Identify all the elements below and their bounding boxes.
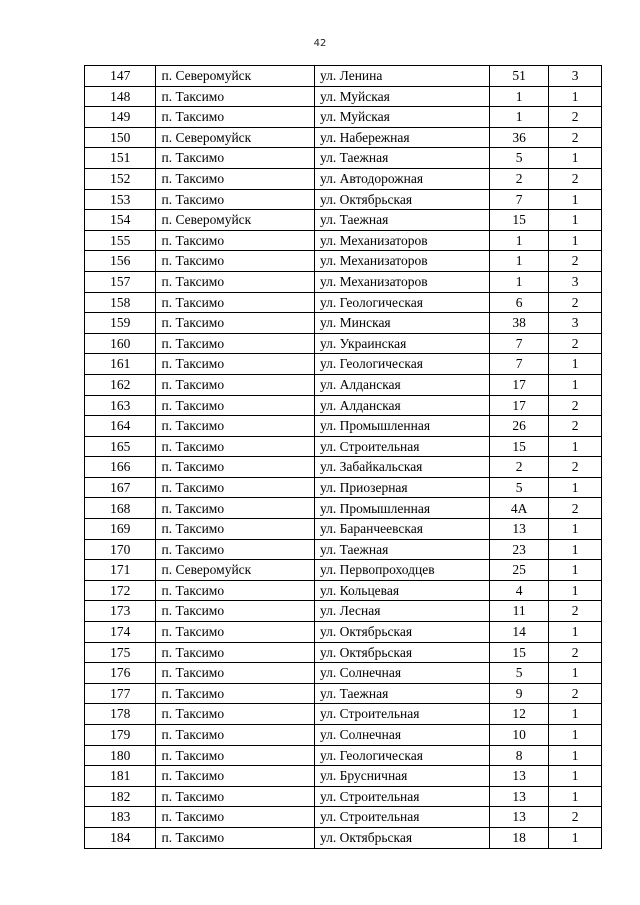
value-cell: 1 <box>549 86 602 107</box>
table-row <box>85 354 602 375</box>
value-cell: 1 <box>549 827 602 848</box>
house-number-cell: 2 <box>490 168 549 189</box>
street-cell: ул. Муйская <box>315 86 490 107</box>
table-row <box>85 560 602 581</box>
value-cell: 2 <box>549 416 602 437</box>
table-row <box>85 395 602 416</box>
street-cell: ул. Строительная <box>315 704 490 725</box>
table-row <box>85 189 602 210</box>
row-number-cell: 155 <box>85 230 156 251</box>
settlement-cell: п. Северомуйск <box>156 210 315 231</box>
value-cell: 1 <box>549 725 602 746</box>
street-cell: ул. Ленина <box>315 66 490 87</box>
settlement-cell: п. Таксимо <box>156 292 315 313</box>
street-cell: ул. Октябрьская <box>315 642 490 663</box>
value-cell: 2 <box>549 107 602 128</box>
street-cell: ул. Набережная <box>315 127 490 148</box>
table-row <box>85 436 602 457</box>
settlement-cell: п. Таксимо <box>156 374 315 395</box>
row-number-cell: 154 <box>85 210 156 231</box>
street-cell: ул. Солнечная <box>315 725 490 746</box>
settlement-cell: п. Таксимо <box>156 189 315 210</box>
value-cell: 3 <box>549 66 602 87</box>
house-number-cell: 5 <box>490 148 549 169</box>
house-number-cell: 1 <box>490 107 549 128</box>
value-cell: 1 <box>549 210 602 231</box>
street-cell: ул. Промышленная <box>315 498 490 519</box>
row-number-cell: 168 <box>85 498 156 519</box>
row-number-cell: 161 <box>85 354 156 375</box>
street-cell: ул. Механизаторов <box>315 251 490 272</box>
settlement-cell: п. Таксимо <box>156 168 315 189</box>
value-cell: 1 <box>549 374 602 395</box>
settlement-cell: п. Таксимо <box>156 539 315 560</box>
table-row <box>85 107 602 128</box>
table-row <box>85 457 602 478</box>
row-number-cell: 171 <box>85 560 156 581</box>
settlement-cell: п. Таксимо <box>156 807 315 828</box>
row-number-cell: 180 <box>85 745 156 766</box>
table-row <box>85 210 602 231</box>
table-row <box>85 168 602 189</box>
street-cell: ул. Строительная <box>315 786 490 807</box>
value-cell: 2 <box>549 168 602 189</box>
street-cell: ул. Минская <box>315 313 490 334</box>
street-cell: ул. Приозерная <box>315 477 490 498</box>
street-cell: ул. Таежная <box>315 539 490 560</box>
house-number-cell: 7 <box>490 189 549 210</box>
table-row <box>85 230 602 251</box>
row-number-cell: 178 <box>85 704 156 725</box>
house-number-cell: 8 <box>490 745 549 766</box>
settlement-cell: п. Таксимо <box>156 601 315 622</box>
value-cell: 1 <box>549 519 602 540</box>
street-cell: ул. Геологическая <box>315 292 490 313</box>
street-cell: ул. Октябрьская <box>315 622 490 643</box>
row-number-cell: 159 <box>85 313 156 334</box>
table-row <box>85 333 602 354</box>
value-cell: 1 <box>549 704 602 725</box>
value-cell: 1 <box>549 766 602 787</box>
house-number-cell: 38 <box>490 313 549 334</box>
street-cell: ул. Автодорожная <box>315 168 490 189</box>
table-row <box>85 292 602 313</box>
value-cell: 1 <box>549 354 602 375</box>
street-cell: ул. Промышленная <box>315 416 490 437</box>
row-number-cell: 153 <box>85 189 156 210</box>
value-cell: 1 <box>549 786 602 807</box>
settlement-cell: п. Таксимо <box>156 333 315 354</box>
value-cell: 1 <box>549 622 602 643</box>
house-number-cell: 2 <box>490 457 549 478</box>
value-cell: 1 <box>549 539 602 560</box>
row-number-cell: 183 <box>85 807 156 828</box>
settlement-cell: п. Таксимо <box>156 148 315 169</box>
row-number-cell: 151 <box>85 148 156 169</box>
house-number-cell: 51 <box>490 66 549 87</box>
settlement-cell: п. Таксимо <box>156 395 315 416</box>
value-cell: 2 <box>549 333 602 354</box>
row-number-cell: 165 <box>85 436 156 457</box>
settlement-cell: п. Таксимо <box>156 416 315 437</box>
street-cell: ул. Алданская <box>315 395 490 416</box>
street-cell: ул. Лесная <box>315 601 490 622</box>
street-cell: ул. Муйская <box>315 107 490 128</box>
house-number-cell: 13 <box>490 807 549 828</box>
value-cell: 1 <box>549 230 602 251</box>
row-number-cell: 160 <box>85 333 156 354</box>
table-row <box>85 786 602 807</box>
row-number-cell: 156 <box>85 251 156 272</box>
settlement-cell: п. Таксимо <box>156 683 315 704</box>
house-number-cell: 7 <box>490 333 549 354</box>
table-row <box>85 251 602 272</box>
street-cell: ул. Баранчеевская <box>315 519 490 540</box>
house-number-cell: 4 <box>490 580 549 601</box>
house-number-cell: 13 <box>490 519 549 540</box>
house-number-cell: 13 <box>490 786 549 807</box>
address-table <box>84 65 602 849</box>
row-number-cell: 169 <box>85 519 156 540</box>
street-cell: ул. Октябрьская <box>315 827 490 848</box>
settlement-cell: п. Таксимо <box>156 622 315 643</box>
house-number-cell: 12 <box>490 704 549 725</box>
settlement-cell: п. Таксимо <box>156 251 315 272</box>
settlement-cell: п. Таксимо <box>156 580 315 601</box>
house-number-cell: 26 <box>490 416 549 437</box>
house-number-cell: 5 <box>490 663 549 684</box>
row-number-cell: 150 <box>85 127 156 148</box>
settlement-cell: п. Таксимо <box>156 725 315 746</box>
house-number-cell: 1 <box>490 230 549 251</box>
settlement-cell: п. Северомуйск <box>156 66 315 87</box>
street-cell: ул. Первопроходцев <box>315 560 490 581</box>
value-cell: 3 <box>549 271 602 292</box>
settlement-cell: п. Северомуйск <box>156 127 315 148</box>
table-row <box>85 313 602 334</box>
row-number-cell: 166 <box>85 457 156 478</box>
address-table-body <box>85 66 602 849</box>
house-number-cell: 1 <box>490 271 549 292</box>
street-cell: ул. Таежная <box>315 210 490 231</box>
house-number-cell: 1 <box>490 86 549 107</box>
street-cell: ул. Октябрьская <box>315 189 490 210</box>
house-number-cell: 25 <box>490 560 549 581</box>
street-cell: ул. Брусничная <box>315 766 490 787</box>
value-cell: 1 <box>549 560 602 581</box>
house-number-cell: 10 <box>490 725 549 746</box>
row-number-cell: 164 <box>85 416 156 437</box>
table-row <box>85 416 602 437</box>
street-cell: ул. Механизаторов <box>315 271 490 292</box>
street-cell: ул. Кольцевая <box>315 580 490 601</box>
settlement-cell: п. Таксимо <box>156 436 315 457</box>
house-number-cell: 15 <box>490 210 549 231</box>
row-number-cell: 174 <box>85 622 156 643</box>
street-cell: ул. Таежная <box>315 148 490 169</box>
page-number: 42 <box>313 38 327 49</box>
row-number-cell: 163 <box>85 395 156 416</box>
street-cell: ул. Геологическая <box>315 354 490 375</box>
table-row <box>85 745 602 766</box>
value-cell: 1 <box>549 189 602 210</box>
value-cell: 2 <box>549 395 602 416</box>
settlement-cell: п. Таксимо <box>156 313 315 334</box>
settlement-cell: п. Таксимо <box>156 354 315 375</box>
house-number-cell: 17 <box>490 395 549 416</box>
table-row <box>85 704 602 725</box>
house-number-cell: 9 <box>490 683 549 704</box>
row-number-cell: 173 <box>85 601 156 622</box>
row-number-cell: 172 <box>85 580 156 601</box>
row-number-cell: 170 <box>85 539 156 560</box>
row-number-cell: 149 <box>85 107 156 128</box>
settlement-cell: п. Таксимо <box>156 271 315 292</box>
row-number-cell: 157 <box>85 271 156 292</box>
house-number-cell: 5 <box>490 477 549 498</box>
row-number-cell: 182 <box>85 786 156 807</box>
value-cell: 2 <box>549 127 602 148</box>
settlement-cell: п. Таксимо <box>156 477 315 498</box>
house-number-cell: 36 <box>490 127 549 148</box>
value-cell: 2 <box>549 642 602 663</box>
table-row <box>85 663 602 684</box>
house-number-cell: 4А <box>490 498 549 519</box>
house-number-cell: 13 <box>490 766 549 787</box>
table-row <box>85 374 602 395</box>
row-number-cell: 176 <box>85 663 156 684</box>
row-number-cell: 181 <box>85 766 156 787</box>
street-cell: ул. Геологическая <box>315 745 490 766</box>
value-cell: 2 <box>549 807 602 828</box>
value-cell: 1 <box>549 148 602 169</box>
house-number-cell: 6 <box>490 292 549 313</box>
settlement-cell: п. Таксимо <box>156 230 315 251</box>
row-number-cell: 179 <box>85 725 156 746</box>
settlement-cell: п. Таксимо <box>156 663 315 684</box>
table-row <box>85 622 602 643</box>
street-cell: ул. Строительная <box>315 436 490 457</box>
table-row <box>85 127 602 148</box>
house-number-cell: 23 <box>490 539 549 560</box>
row-number-cell: 162 <box>85 374 156 395</box>
street-cell: ул. Забайкальская <box>315 457 490 478</box>
settlement-cell: п. Таксимо <box>156 498 315 519</box>
row-number-cell: 175 <box>85 642 156 663</box>
house-number-cell: 1 <box>490 251 549 272</box>
house-number-cell: 15 <box>490 642 549 663</box>
street-cell: ул. Солнечная <box>315 663 490 684</box>
settlement-cell: п. Северомуйск <box>156 560 315 581</box>
settlement-cell: п. Таксимо <box>156 827 315 848</box>
settlement-cell: п. Таксимо <box>156 766 315 787</box>
value-cell: 2 <box>549 683 602 704</box>
table-row <box>85 539 602 560</box>
table-row <box>85 498 602 519</box>
settlement-cell: п. Таксимо <box>156 457 315 478</box>
table-row <box>85 519 602 540</box>
table-row <box>85 827 602 848</box>
row-number-cell: 167 <box>85 477 156 498</box>
value-cell: 3 <box>549 313 602 334</box>
table-row <box>85 66 602 87</box>
row-number-cell: 184 <box>85 827 156 848</box>
table-row <box>85 477 602 498</box>
settlement-cell: п. Таксимо <box>156 745 315 766</box>
value-cell: 1 <box>549 663 602 684</box>
value-cell: 1 <box>549 436 602 457</box>
settlement-cell: п. Таксимо <box>156 786 315 807</box>
house-number-cell: 17 <box>490 374 549 395</box>
street-cell: ул. Украинская <box>315 333 490 354</box>
settlement-cell: п. Таксимо <box>156 86 315 107</box>
value-cell: 1 <box>549 477 602 498</box>
table-row <box>85 86 602 107</box>
table-row <box>85 807 602 828</box>
value-cell: 1 <box>549 745 602 766</box>
settlement-cell: п. Таксимо <box>156 704 315 725</box>
street-cell: ул. Механизаторов <box>315 230 490 251</box>
settlement-cell: п. Таксимо <box>156 107 315 128</box>
house-number-cell: 18 <box>490 827 549 848</box>
table-row <box>85 601 602 622</box>
row-number-cell: 177 <box>85 683 156 704</box>
settlement-cell: п. Таксимо <box>156 519 315 540</box>
house-number-cell: 15 <box>490 436 549 457</box>
house-number-cell: 11 <box>490 601 549 622</box>
row-number-cell: 148 <box>85 86 156 107</box>
table-row <box>85 580 602 601</box>
value-cell: 2 <box>549 251 602 272</box>
table-row <box>85 642 602 663</box>
settlement-cell: п. Таксимо <box>156 642 315 663</box>
row-number-cell: 158 <box>85 292 156 313</box>
house-number-cell: 7 <box>490 354 549 375</box>
value-cell: 2 <box>549 292 602 313</box>
table-row <box>85 683 602 704</box>
street-cell: ул. Строительная <box>315 807 490 828</box>
value-cell: 2 <box>549 601 602 622</box>
value-cell: 2 <box>549 457 602 478</box>
street-cell: ул. Таежная <box>315 683 490 704</box>
table-row <box>85 148 602 169</box>
table-row <box>85 271 602 292</box>
value-cell: 1 <box>549 580 602 601</box>
street-cell: ул. Алданская <box>315 374 490 395</box>
table-row <box>85 766 602 787</box>
row-number-cell: 152 <box>85 168 156 189</box>
house-number-cell: 14 <box>490 622 549 643</box>
row-number-cell: 147 <box>85 66 156 87</box>
value-cell: 2 <box>549 498 602 519</box>
table-row <box>85 725 602 746</box>
